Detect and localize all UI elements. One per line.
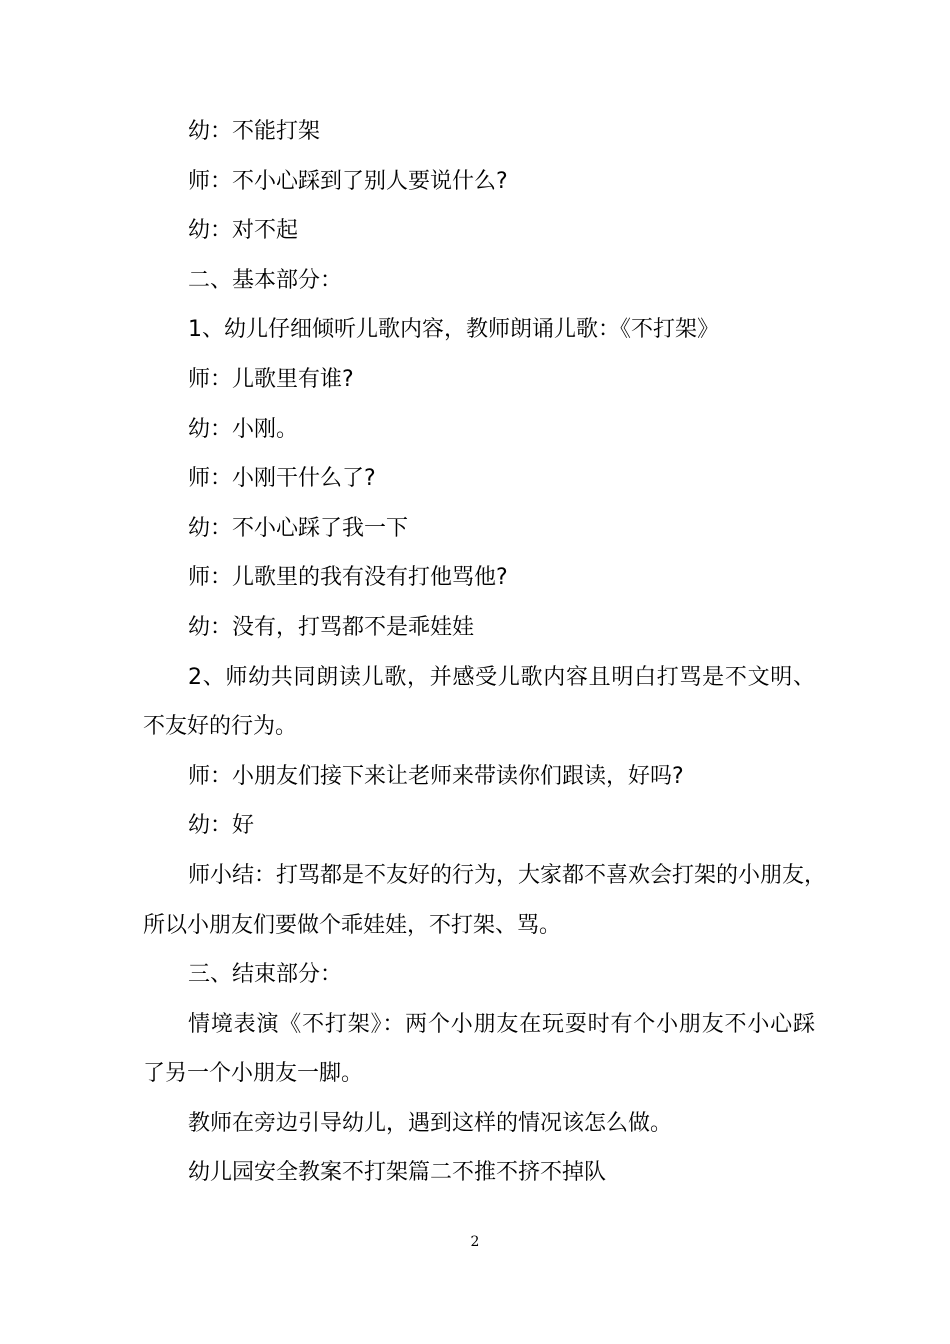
- text-line: 幼：对不起: [188, 218, 299, 244]
- text-line: 师：小刚干什么了?: [188, 466, 376, 492]
- text-line: 师：小朋友们接下来让老师来带读你们跟读，好吗?: [188, 763, 684, 789]
- text-line: 师：儿歌里的我有没有打他骂他?: [188, 565, 508, 591]
- text-line: 师小结：打骂都是不友好的行为，大家都不喜欢会打架的小朋友，: [188, 862, 827, 888]
- text-line: 情境表演《不打架》：两个小朋友在玩耍时有个小朋友不小心踩: [188, 1011, 815, 1037]
- section-heading: 二、基本部分：: [188, 267, 343, 293]
- text-line: 师：儿歌里有谁?: [188, 366, 354, 392]
- text-line: 教师在旁边引导幼儿，遇到这样的情况该怎么做。: [188, 1110, 673, 1136]
- text-line: 所以小朋友们要做个乖娃娃，不打架、骂。: [143, 912, 562, 938]
- text-line: 幼：不小心踩了我一下: [188, 515, 409, 541]
- text-line: 幼：不能打架: [188, 119, 321, 144]
- text-line: 幼：好: [188, 813, 255, 839]
- text-line: 幼：小刚。: [188, 416, 299, 442]
- text-line: 2、师幼共同朗读儿歌，并感受儿歌内容且明白打骂是不文明、: [188, 664, 815, 690]
- text-line: 幼儿园安全教案不打架篇二不推不挤不掉队: [188, 1160, 607, 1186]
- text-line: 1、幼儿仔细倾听儿歌内容，教师朗诵儿歌：《不打架》: [188, 317, 719, 343]
- text-line: 师：不小心踩到了别人要说什么?: [188, 168, 508, 194]
- page-number: 2: [470, 1234, 480, 1250]
- text-line: 不友好的行为。: [143, 714, 298, 740]
- section-heading: 三、结束部分：: [188, 962, 343, 988]
- text-line: 了另一个小朋友一脚。: [143, 1061, 364, 1087]
- text-line: 幼：没有，打骂都不是乖娃娃: [188, 614, 475, 640]
- body-text: [143, 107, 827, 1198]
